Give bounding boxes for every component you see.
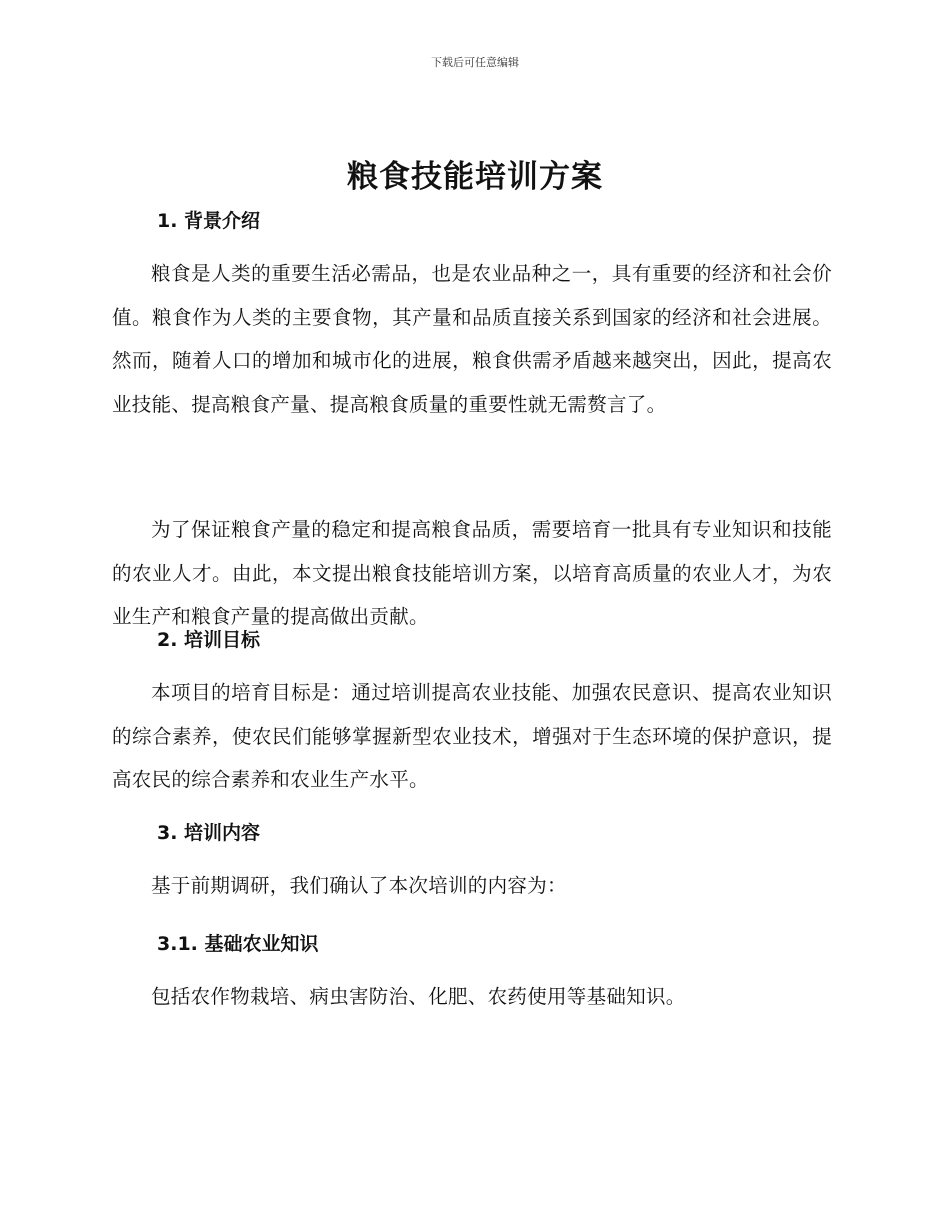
header-note: 下载后可任意编辑 [431,56,519,69]
paragraph-content-1: 基于前期调研，我们确认了本次培训的内容为： [151,874,567,897]
paragraph-background-1: 粮食是人类的重要生活必需品，也是农业品种之一，具有重要的经济和社会价值。粮食作为人类的主要食物，其产量和品质直接关系到国家的经济和社会进展。然而，随着人口的增加和城市化的进展，粮食供需矛盾越来越突出，因此，提高农业技能、提高粮食产量、提高粮食质量的重要性就无需赘言了。 [112,262,832,416]
section-heading-goal: 2. 培训目标 [157,629,261,651]
paragraph-basic-knowledge-1: 包括农作物栽培、病虫害防治、化肥、农药使用等基础知识。 [151,985,686,1008]
paragraph-goal-1: 本项目的培育目标是：通过培训提高农业技能、加强农民意识、提高农业知识的综合素养，使农民们能够掌握新型农业技术，增强对于生态环境的保护意识，提高农民的综合素养和农业生产水平。 [112,681,832,791]
document-title: 粮食技能培训方案 [347,159,603,195]
section-heading-background: 1. 背景介绍 [157,210,261,232]
subsection-heading-basic-knowledge: 3.1. 基础农业知识 [157,933,319,955]
section-heading-content: 3. 培训内容 [157,822,261,844]
paragraph-background-2: 为了保证粮食产量的稳定和提高粮食品质，需要培育一批具有专业知识和技能的农业人才。由此，本文提出粮食技能培训方案，以培育高质量的农业人才，为农业生产和粮食产量的提高做出贡献。 [112,518,832,628]
